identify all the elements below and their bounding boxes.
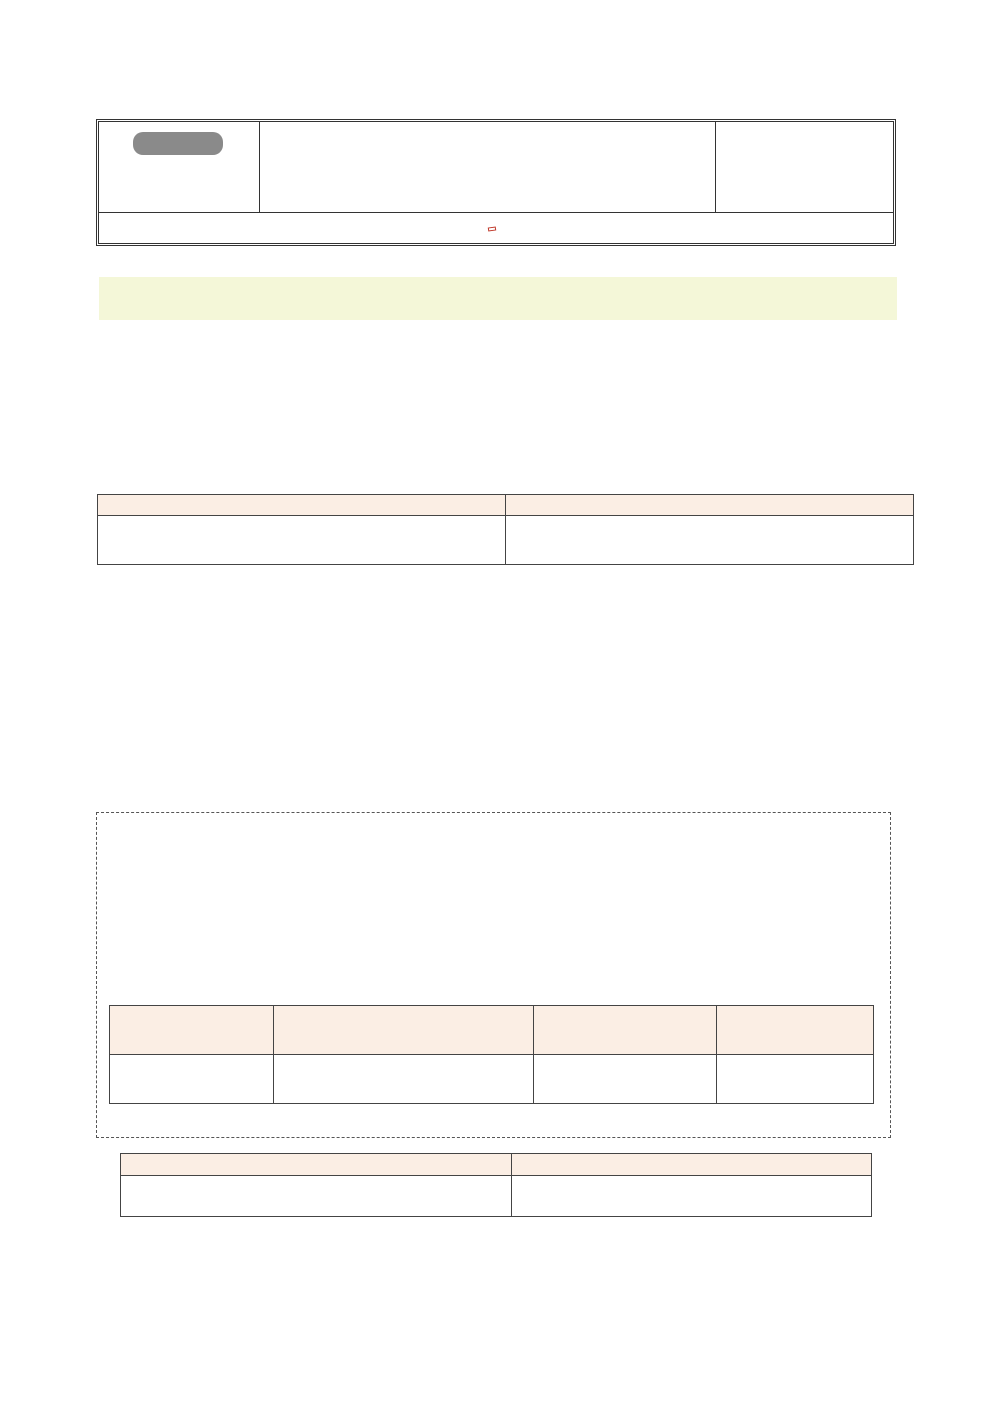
cost-total bbox=[717, 1055, 874, 1104]
cost-header-total bbox=[717, 1006, 874, 1055]
reply-table bbox=[120, 1153, 872, 1217]
slogan bbox=[99, 212, 893, 245]
survey-result-table bbox=[97, 494, 914, 565]
cost-header-insurance bbox=[534, 1006, 717, 1055]
reply-header-absent bbox=[511, 1154, 871, 1176]
cost-table bbox=[109, 1005, 874, 1104]
motto-tag bbox=[133, 132, 223, 155]
document-title bbox=[259, 122, 716, 212]
header-row bbox=[99, 122, 893, 213]
survey-title bbox=[99, 277, 897, 320]
table-header bbox=[506, 495, 914, 516]
banner-color-bar-top bbox=[99, 269, 897, 277]
table-header bbox=[98, 495, 506, 516]
condition-cell bbox=[98, 516, 506, 565]
reply-attend-cell[interactable] bbox=[121, 1176, 512, 1217]
innovation-school-badge bbox=[488, 226, 496, 231]
current-rate-cell bbox=[506, 516, 914, 565]
header-box bbox=[96, 119, 896, 246]
reply-header-attend bbox=[121, 1154, 512, 1176]
cost-header-ticket bbox=[110, 1006, 274, 1055]
schedule-box bbox=[96, 812, 891, 1138]
reply-absent-cell[interactable] bbox=[511, 1176, 871, 1217]
banner-color-bar-bottom bbox=[99, 320, 897, 328]
cost-bus bbox=[274, 1055, 534, 1104]
school-motto bbox=[99, 122, 260, 212]
department-info bbox=[716, 122, 893, 212]
cost-ticket bbox=[110, 1055, 274, 1104]
cost-insurance bbox=[534, 1055, 717, 1104]
cost-header-bus bbox=[274, 1006, 534, 1055]
